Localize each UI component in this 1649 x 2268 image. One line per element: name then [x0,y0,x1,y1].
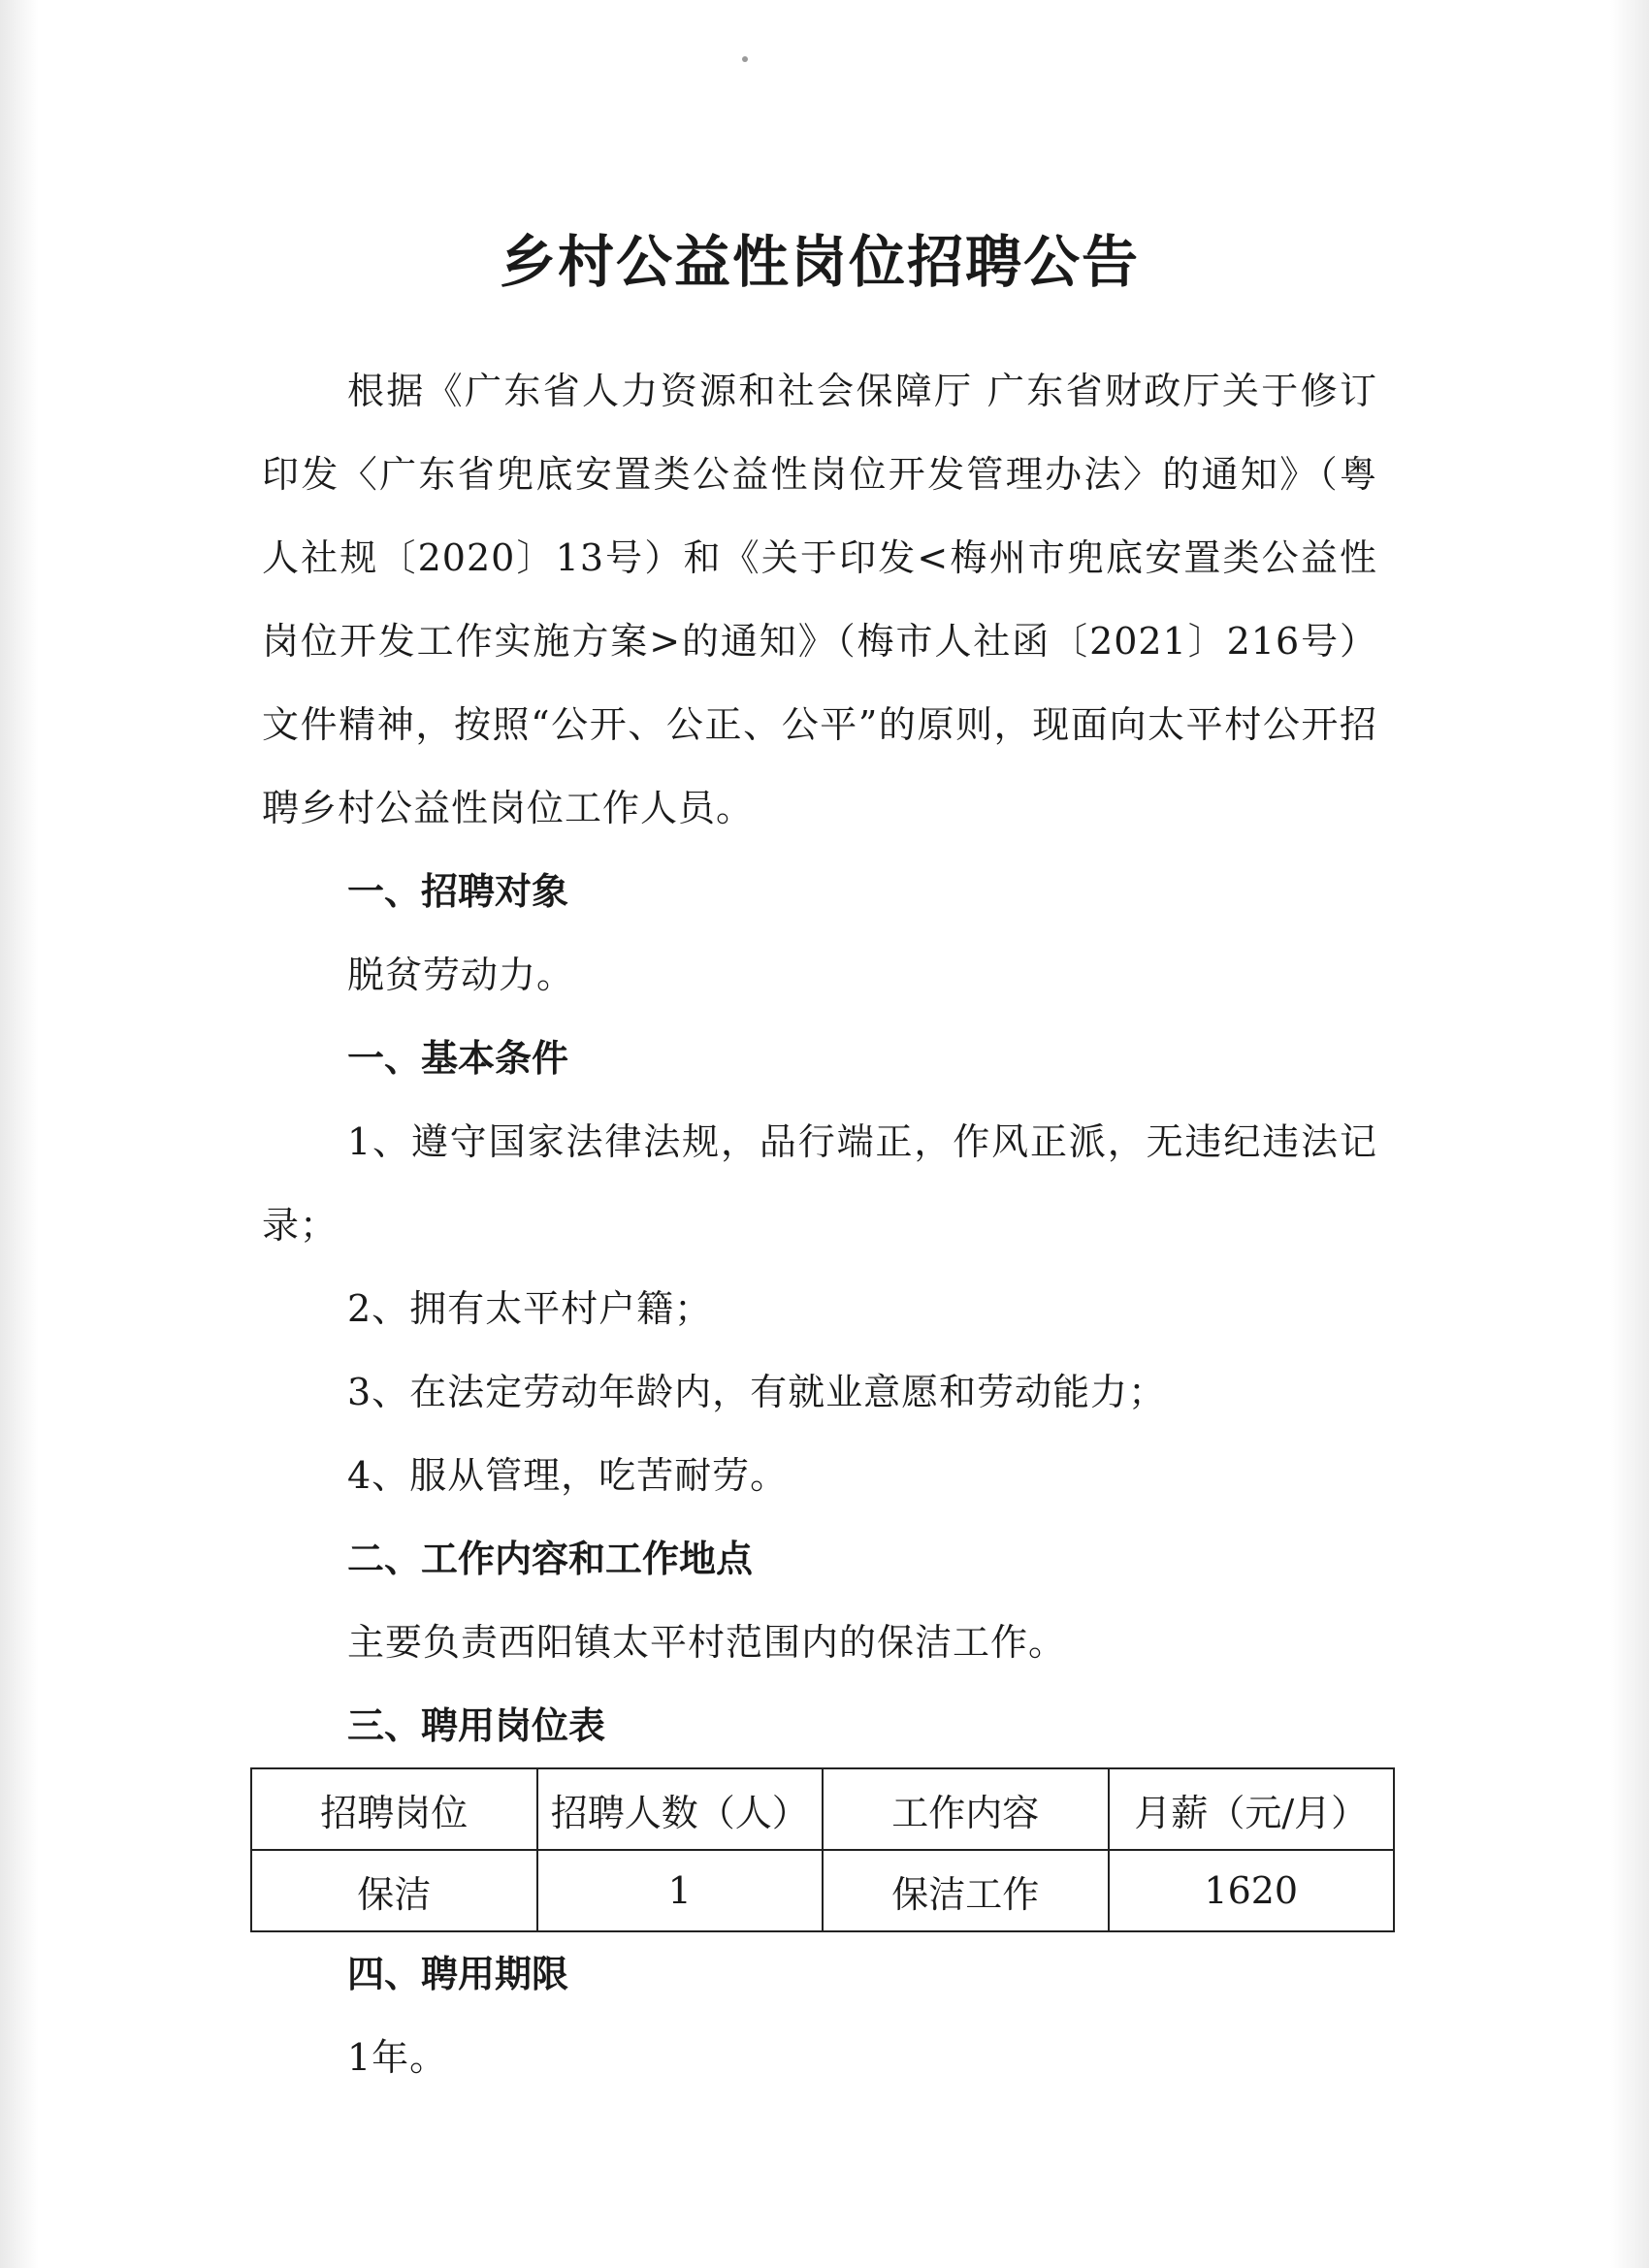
scan-edge-right [1610,0,1649,2268]
table-cell: 1 [537,1850,824,1931]
document-page [262,223,1377,2099]
table-header-cell: 招聘岗位 [251,1768,537,1850]
table-row [251,1850,1394,1931]
condition-item-3: 3、在法定劳动年龄内，有就业意愿和劳动能力； [347,1371,1167,1413]
section-heading-employment-term: 四、聘用期限 [347,1953,569,1995]
section-heading-basic-conditions: 一、基本条件 [347,1037,569,1080]
table-cell: 保洁 [251,1850,537,1931]
scan-edge-left [0,0,39,2268]
scan-dust-mark [742,56,748,62]
table-header-cell: 工作内容 [823,1768,1109,1850]
section-heading-position-table: 三、聘用岗位表 [347,1704,606,1747]
recruitment-target-text: 脱贫劳动力。 [347,954,575,996]
document-title: 乡村公益性岗位招聘公告 [499,229,1140,295]
condition-item-4: 4、服从管理，吃苦耐劳。 [347,1454,789,1497]
section-heading-work-content: 二、工作内容和工作地点 [347,1538,754,1580]
table-cell: 保洁工作 [823,1850,1109,1931]
position-table [250,1767,1395,1932]
employment-term-text: 1年。 [347,2036,448,2079]
condition-item-2: 2、拥有太平村户籍； [347,1287,713,1330]
condition-item-1: 1、遵守国家法律法规，品行端正，作风正派，无违纪违法记录； [262,1120,1377,1247]
work-content-text: 主要负责西阳镇太平村范围内的保洁工作。 [347,1621,1067,1664]
intro-paragraph: 根据《广东省人力资源和社会保障厅 广东省财政厅关于修订印发〈广东省兜底安置类公益性岗位开发管理办法〉的通知》（粤人社规〔2020〕13号）和《关于印发<梅州市兜底安置类公益性岗位开发工作实施方案>的通知》（梅市人社函〔2021〕216号）文件精神，按照“公开、公正、公平”的原则，现面向太平村公开招聘乡村公益性岗位工作人员。 [262,370,1377,829]
table-header-row [251,1768,1394,1850]
table-header-cell: 月薪（元/月） [1109,1768,1395,1850]
section-heading-recruitment-target: 一、招聘对象 [347,870,569,913]
table-header-cell: 招聘人数（人） [537,1768,824,1850]
table-cell: 1620 [1109,1850,1395,1931]
